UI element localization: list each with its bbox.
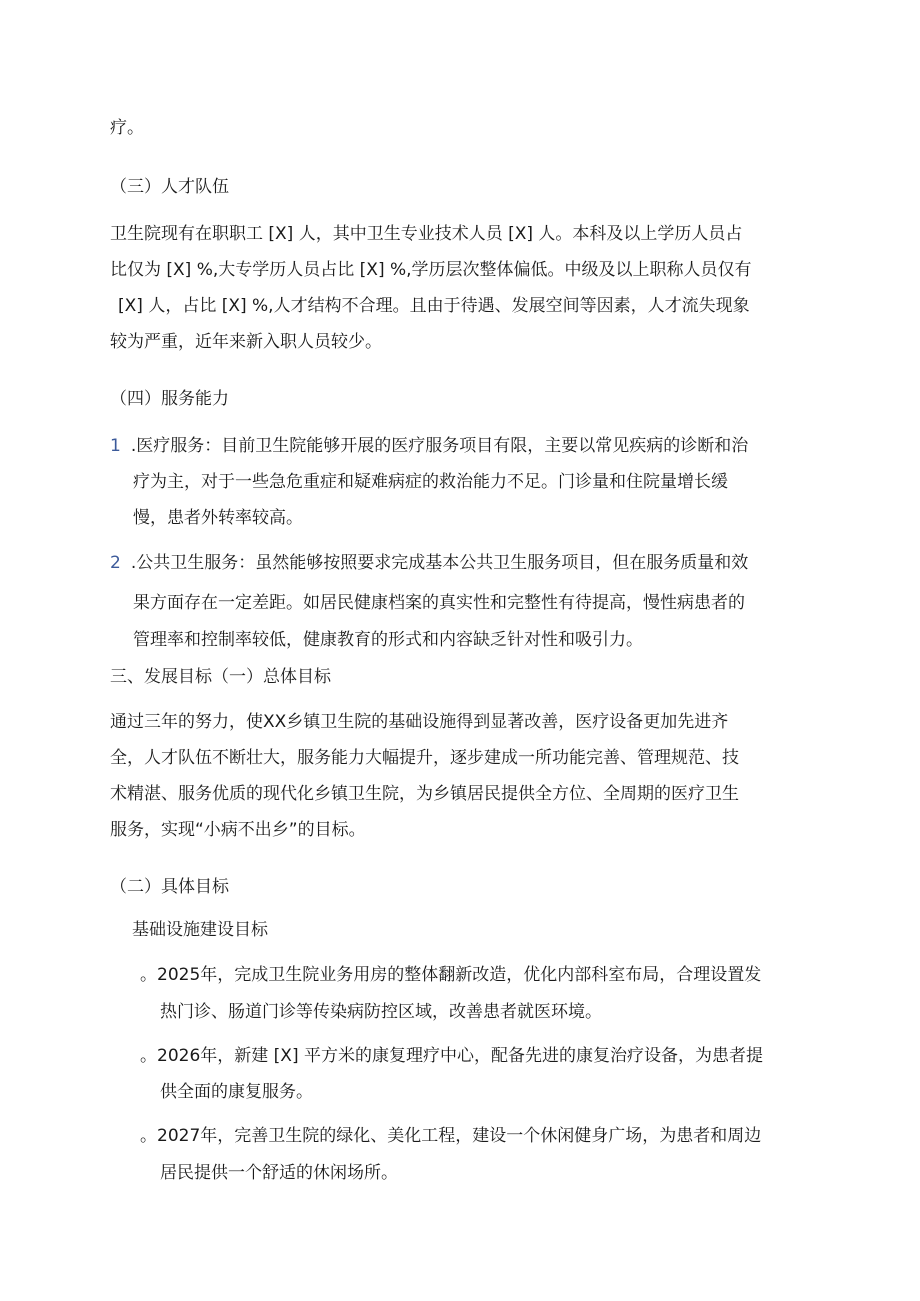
list-item-public-health-line: 果方面存在一定差距。如居民健康档案的真实性和完整性有待提高，慢性病患者的 [133, 593, 745, 613]
list-item-public-health [110, 555, 748, 572]
talent-paragraph-line: [X] 人，占比 [X] %,人才结构不合理。且由于待遇、发展空间等因素，人才流失现象 [118, 296, 750, 316]
bullet-item-2027-line: 居民提供一个舒适的休闲场所。 [160, 1163, 398, 1183]
section-heading-talent: （三）人才队伍 [110, 177, 229, 197]
list-item-text: .公共卫生服务：虽然能够按照要求完成基本公共卫生服务项目，但在服务质量和效 [130, 553, 749, 573]
talent-paragraph-line: 较为严重，近年来新入职人员较少。 [110, 332, 382, 352]
talent-paragraph-line: 比仅为 [X] %,大专学历人员占比 [X] %,学历层次整体偏低。中级及以上职称人员仅有 [110, 260, 752, 280]
list-item-public-health-line: 管理率和控制率较低，健康教育的形式和内容缺乏针对性和吸引力。 [133, 630, 643, 650]
list-number: 2 [110, 553, 121, 573]
bullet-item-2026: 。2026年，新建 [X] 平方米的康复理疗中心，配备先进的康复治疗设备，为患者提 [140, 1046, 763, 1066]
goals-paragraph-line: 全，人才队伍不断壮大，服务能力大幅提升，逐步建成一所功能完善、管理规范、技 [110, 748, 739, 768]
list-item-medical [110, 438, 748, 455]
goals-paragraph-line: 服务，实现“小病不出乡”的目标。 [110, 820, 366, 840]
list-item-medical-line: 慢，患者外转率较高。 [133, 508, 303, 528]
goals-paragraph-line: 术精湛、服务优质的现代化乡镇卫生院，为乡镇居民提供全方位、全周期的医疗卫生 [110, 784, 739, 804]
list-item-text: .医疗服务：目前卫生院能够开展的医疗服务项目有限，主要以常见疾病的诊断和治 [130, 436, 749, 456]
list-item-medical-line: 疗为主，对于一些急危重症和疑难病症的救治能力不足。门诊量和住院量增长缓 [133, 472, 728, 492]
bullet-item-2026-line: 供全面的康复服务。 [160, 1082, 313, 1102]
talent-paragraph-line: 卫生院现有在职职工 [X] 人，其中卫生专业技术人员 [X] 人。本科及以上学历人员占 [110, 224, 743, 244]
continued-text: 疗。 [110, 118, 144, 138]
bullet-item-2027: 。2027年，完善卫生院的绿化、美化工程，建设一个休闲健身广场，为患者和周边 [140, 1126, 762, 1146]
bullet-item-2025-line: 热门诊、肠道门诊等传染病防控区域，改善患者就医环境。 [160, 1002, 602, 1022]
bullet-item-2025: 。2025年，完成卫生院业务用房的整体翻新改造，优化内部科室布局，合理设置发 [140, 965, 762, 985]
section-heading-service: （四）服务能力 [110, 389, 229, 409]
goals-paragraph-line: 通过三年的努力，使XX乡镇卫生院的基础设施得到显著改善，医疗设备更加先进齐 [110, 712, 729, 732]
list-number: 1 [110, 436, 121, 456]
subheading-infrastructure: 基础设施建设目标 [132, 920, 268, 940]
section-heading-goals: 三、发展目标（一）总体目标 [110, 667, 331, 687]
section-heading-specific: （二）具体目标 [110, 877, 229, 897]
